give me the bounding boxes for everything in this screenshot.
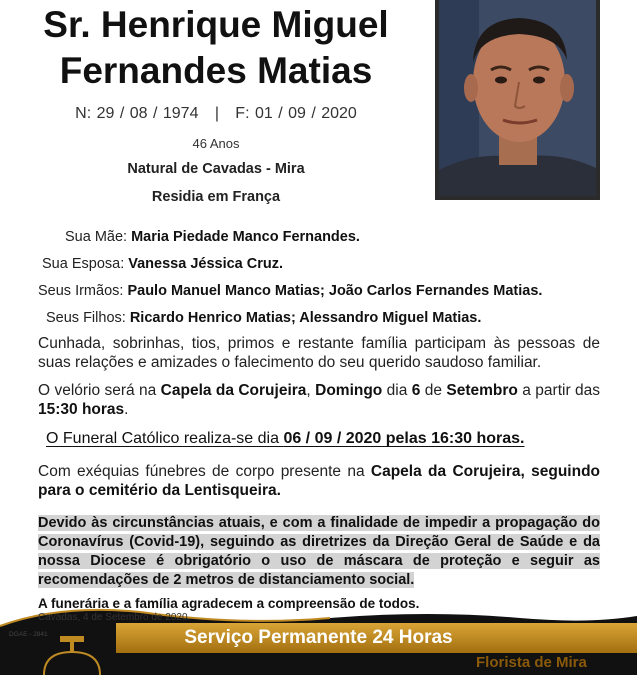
thanks-message: A funerária e a família agradecem a compreensão de todos. bbox=[38, 596, 420, 611]
wife-line: Sua Esposa: Vanessa Jéssica Cruz. bbox=[42, 256, 284, 272]
service-banner-text: Serviço Permanente 24 Horas bbox=[184, 627, 453, 648]
residence: Residia em França bbox=[151, 189, 281, 205]
birthplace: Natural de Cavadas - Mira bbox=[127, 161, 305, 177]
deceased-name-line1: Sr. Henrique Miguel bbox=[43, 4, 389, 45]
siblings-line: Seus Irmãos: Paulo Manuel Manco Matias; João Carlos Fernandes Matias. bbox=[38, 283, 543, 299]
exequias-info: Com exéquias fúnebres de corpo presente na Capela da Corujeira, seguindo para o cemitério da Lentisqueira. bbox=[38, 463, 601, 499]
portrait-photo bbox=[435, 0, 600, 200]
wake-info: O velório será na Capela da Corujeira, Domingo dia 6 de Setembro a partir das 15:30 horas. bbox=[38, 382, 600, 418]
mother-line: Sua Mãe: Maria Piedade Manco Fernandes. bbox=[65, 229, 360, 245]
covid-notice: Devido às circunstâncias atuais, e com a finalidade de impedir a propagação do Coronavírus (Covid-19), seguindo as diretrizes da Direção Geral de Saúde e da nossa Diocese é obrigatório o uso de máscara de proteção e seguir as recomendações de 2 metros de distanciamento social. bbox=[38, 515, 600, 588]
age: 46 Anos bbox=[192, 136, 240, 151]
dgae-code: DGAE - 2841 bbox=[9, 631, 48, 638]
portrait-illustration bbox=[439, 0, 596, 196]
children-line: Seus Filhos: Ricardo Henrico Matias; Alessandro Miguel Matias. bbox=[46, 310, 482, 326]
florist-name: Florista de Mira bbox=[476, 654, 587, 671]
place-date: Cavadas, 4 de Setembro de 2020. bbox=[38, 612, 191, 623]
funeral-info: O Funeral Católico realiza-se dia 06 / 09 / 2020 pelas 16:30 horas. bbox=[46, 430, 525, 447]
deceased-name-line2: Fernandes Matias bbox=[59, 50, 373, 91]
birth-death-dates: N: 29 / 08 / 1974 | F: 01 / 09 / 2020 bbox=[75, 105, 357, 122]
family-announcement: Cunhada, sobrinhas, tios, primos e restante família participam às pessoas de suas relações e amizades o falecimento do seu querido saudoso familiar. bbox=[38, 335, 600, 371]
